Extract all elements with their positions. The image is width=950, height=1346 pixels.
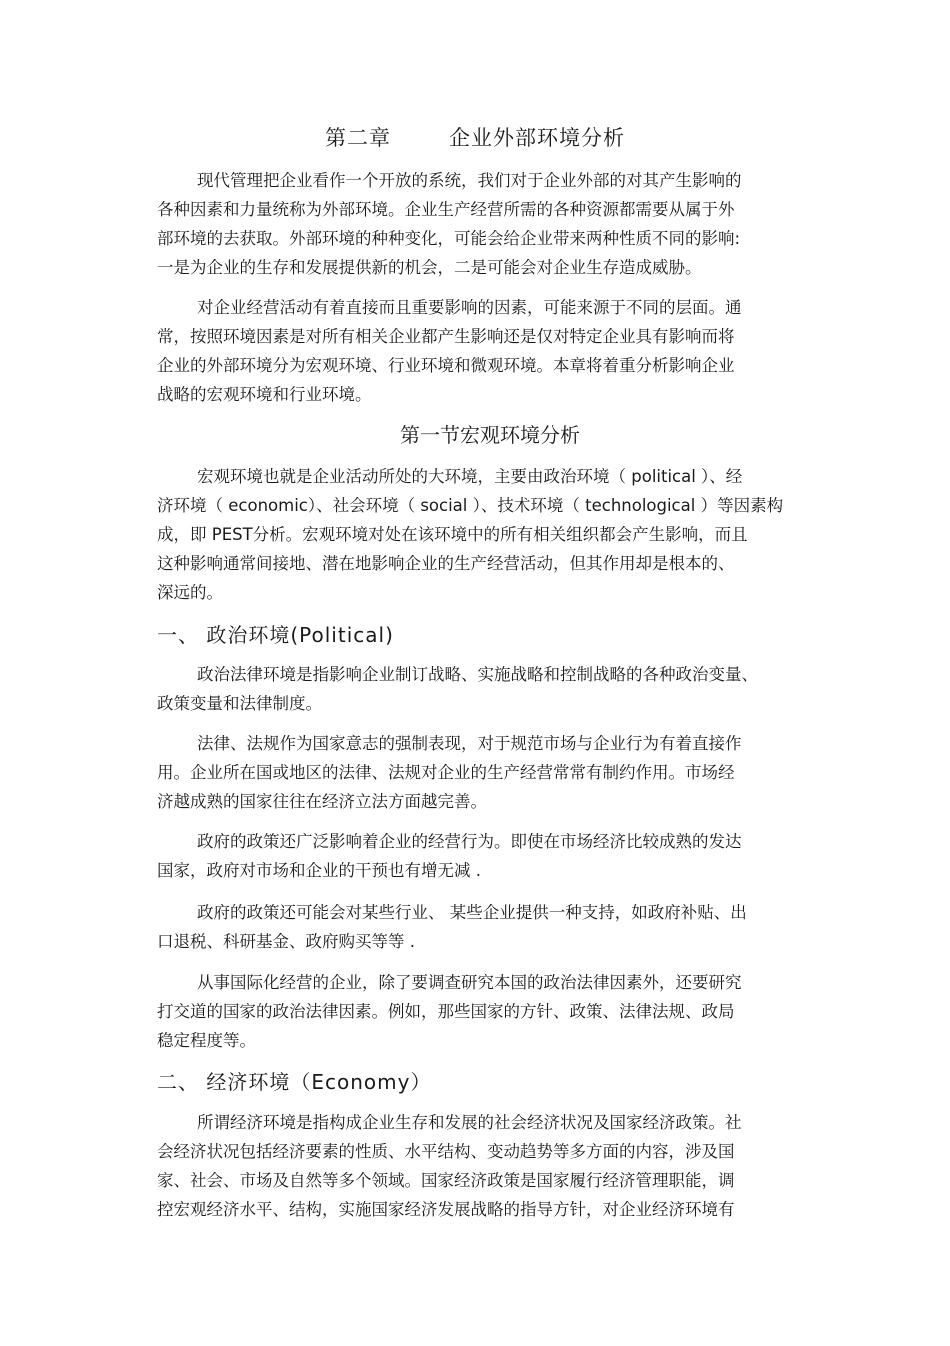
paragraph-political-1 <box>157 660 837 718</box>
heading-political: 一、 政治环境(Political) <box>157 623 394 647</box>
text-line: 政治法律环境是指影响企业制订战略、实施战略和控制战略的各种政治变量、 <box>197 665 758 684</box>
text-line: 部环境的去获取。外部环境的种种变化，可能会给企业带来两种性质不同的影响: <box>157 229 741 248</box>
paragraph-intro <box>157 166 837 282</box>
text-line: 家、社会、市场及自然等多个领域。国家经济政策是国家履行经济管理职能，调 <box>157 1171 735 1190</box>
text-line: 用。企业所在国或地区的法律、法规对企业的生产经营常常有制约作用。市场经 <box>157 763 735 782</box>
text-line: 政策变量和法律制度。 <box>157 694 322 713</box>
text-line: 济越成熟的国家往往在经济立法方面越完善。 <box>157 792 487 811</box>
text-line: 现代管理把企业看作一个开放的系统，我们对于企业外部的对其产生影响的 <box>197 171 742 190</box>
text-line: 成，即 PEST分析。宏观环境对处在该环境中的所有相关组织都会产生影响，而且 <box>157 525 748 544</box>
paragraph-political-4 <box>157 898 837 956</box>
paragraph-macro-environment <box>157 462 837 607</box>
text-line: 打交道的国家的政治法律因素。例如，那些国家的方针、政策、法律法规、政局 <box>157 1002 735 1021</box>
text-line: 深远的。 <box>157 583 223 602</box>
section-title: 第一节宏观环境分析 <box>400 423 580 447</box>
chapter-title <box>0 122 950 152</box>
heading-economy: 二、 经济环境（Economy） <box>157 1070 432 1094</box>
text-line: 法律、法规作为国家意志的强制表现，对于规范市场与企业行为有着直接作 <box>197 734 742 753</box>
text-line: 各种因素和力量统称为外部环境。企业生产经营所需的各种资源都需要从属于外 <box>157 200 735 219</box>
text-line: 一是为企业的生存和发展提供新的机会，二是可能会对企业生存造成威胁。 <box>157 258 702 277</box>
paragraph-political-5 <box>157 968 837 1055</box>
text-line: 战略的宏观环境和行业环境。 <box>157 385 372 404</box>
chapter-name: 企业外部环境分析 <box>449 126 625 150</box>
text-line: 从事国际化经营的企业，除了要调查研究本国的政治法律因素外，还要研究 <box>197 973 742 992</box>
text-line: 这种影响通常间接地、潜在地影响企业的生产经营活动，但其作用却是根本的、 <box>157 554 735 573</box>
text-line: 稳定程度等。 <box>157 1031 256 1050</box>
paragraph-economy <box>157 1108 837 1224</box>
text-line: 对企业经营活动有着直接而且重要影响的因素，可能来源于不同的层面。通 <box>197 298 742 317</box>
text-line: 政府的政策还可能会对某些行业、 某些企业提供一种支持，如政府补贴、出 <box>197 903 747 922</box>
paragraph-political-3 <box>157 827 837 885</box>
text-line: 口退税、科研基金、政府购买等等 . <box>157 932 415 951</box>
text-line: 国家，政府对市场和企业的干预也有增无减 . <box>157 861 481 880</box>
chapter-number: 第二章 <box>325 126 391 150</box>
text-line: 所谓经济环境是指构成企业生存和发展的社会经济状况及国家经济政策。社 <box>197 1113 742 1132</box>
text-line: 企业的外部环境分为宏观环境、行业环境和微观环境。本章将着重分析影响企业 <box>157 356 735 375</box>
text-line: 控宏观经济水平、结构，实施国家经济发展战略的指导方针，对企业经济环境有 <box>157 1200 735 1219</box>
text-line: 会经济状况包括经济要素的性质、水平结构、变动趋势等多方面的内容，涉及国 <box>157 1142 735 1161</box>
paragraph-environment-levels <box>157 293 837 409</box>
text-line: 宏观环境也就是企业活动所处的大环境，主要由政治环境（ political ）、经 <box>197 467 743 486</box>
text-line: 济环境（ economic）、社会环境（ social ）、技术环境（ technological ）等因素构 <box>157 496 784 515</box>
text-line: 政府的政策还广泛影响着企业的经营行为。即使在市场经济比较成熟的发达 <box>197 832 742 851</box>
text-line: 常，按照环境因素是对所有相关企业都产生影响还是仅对特定企业具有影响而将 <box>157 327 735 346</box>
paragraph-political-2 <box>157 729 837 816</box>
